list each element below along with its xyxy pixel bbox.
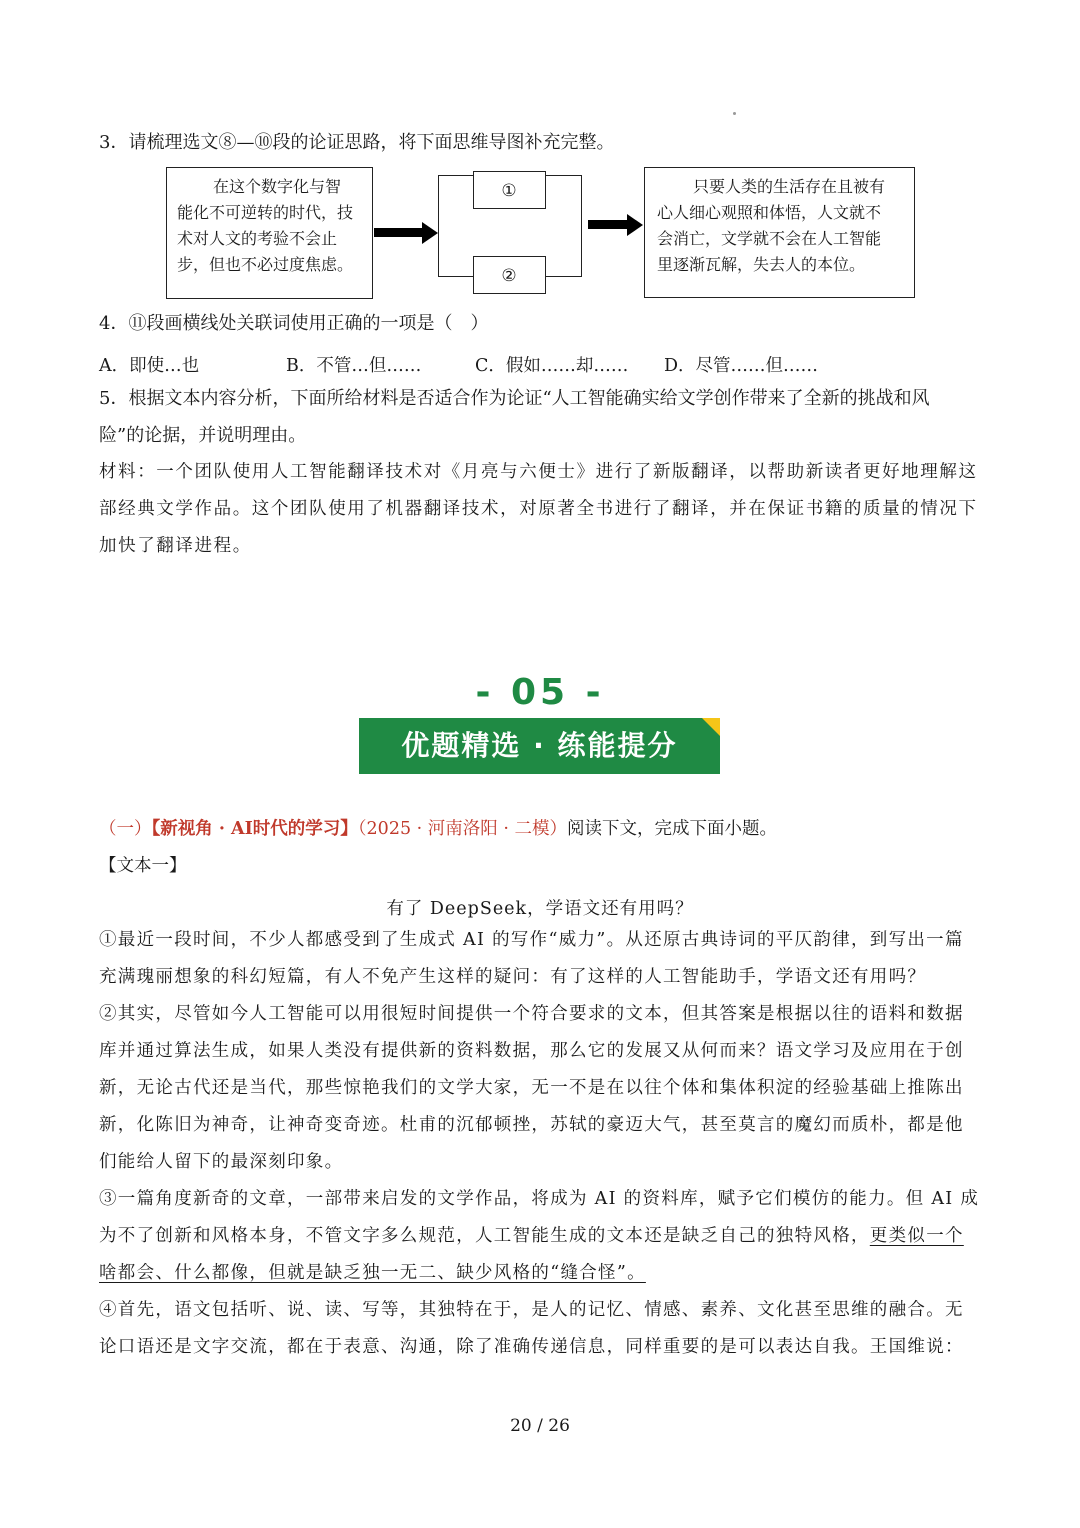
passage-instruction: 阅读下文，完成下面小题。 <box>566 819 777 839</box>
mindmap-left-line: 能化不可逆转的时代，技 <box>177 203 354 222</box>
paragraph-line: 充满瑰丽想象的科幻短篇，有人不免产生这样的疑问：有了这样的人工智能助手，学语文还有用吗？ <box>99 967 927 987</box>
bracket-right <box>545 175 582 277</box>
section-banner-text: 优题精选 · 练能提分 <box>401 729 678 762</box>
option-c: C．假如……却…… <box>475 356 629 376</box>
passage-prefix: （一） <box>99 819 152 839</box>
mindmap-right-line: 只要人类的生活存在且被有 <box>693 177 886 196</box>
question-4: 4．⑪段画横线处关联词使用正确的一项是（ ） <box>99 313 489 334</box>
paragraph-segment: 为不了创新和风格本身，不管文字多么规范，人工智能生成的文本还是缺乏自己的独特风格， <box>99 1226 870 1246</box>
arrow-right-head <box>627 214 643 236</box>
paragraph-line: 们能给人留下的最深刻印象。 <box>99 1152 344 1172</box>
paragraph-line: 新，无论古代还是当代，那些惊艳我们的文学大家，无一不是在以往个体和集体积淀的经验基础上推陈出 <box>99 1078 964 1098</box>
option-b: B．不管…但…… <box>286 356 422 376</box>
arrow-left <box>374 228 422 237</box>
blank-box-2 <box>473 256 546 294</box>
paragraph-line: 库并通过算法生成，如果人类没有提供新的资料数据，那么它的发展又从何而来？语文学习及应用在于创 <box>99 1041 964 1061</box>
text-label: 【文本一】 <box>99 856 187 876</box>
page-number: 20 / 26 <box>510 1416 570 1436</box>
option-a: A．即使…也 <box>99 356 200 376</box>
material-line: 部经典文学作品。这个团队使用了机器翻译技术，对原著全书进行了翻译，并在保证书籍的质量的情况下 <box>99 499 978 519</box>
arrow-right <box>588 220 628 229</box>
mindmap-right-line: 心人细心观照和体悟，人文就不 <box>657 203 882 222</box>
question-5-line2: 险”的论据，并说明理由。 <box>99 425 307 446</box>
blank-2-label: ② <box>501 266 517 286</box>
section-banner <box>359 718 720 774</box>
question-5-line1: 5．根据文本内容分析，下面所给材料是否适合作为论证“人工智能确实给文学创作带来了全新的挑战和风 <box>99 388 930 409</box>
section-number: - 05 - <box>475 672 605 713</box>
mindmap-left-line: 在这个数字化与智 <box>213 177 342 196</box>
option-d: D．尽管……但…… <box>664 356 819 376</box>
material-line: 材料：一个团队使用人工智能翻译技术对《月亮与六便士》进行了新版翻译，以帮助新读者更好地理解这 <box>99 462 978 482</box>
banner-corner-decoration <box>702 718 720 736</box>
mindmap-right-line: 里逐渐瓦解，失去人的本位。 <box>657 255 866 274</box>
passage-header <box>99 821 777 839</box>
paragraph-line: ③一篇角度新奇的文章，一部带来启发的文学作品，将成为 AI 的资料库，赋予它们模仿的能力。但 AI 成 <box>99 1189 980 1209</box>
mindmap-left-box <box>166 167 373 299</box>
speck <box>733 112 736 115</box>
paragraph-line: 论口语还是文字交流，都在于表意、沟通，除了准确传递信息，同样重要的是可以表达自我。王国维说： <box>99 1337 964 1357</box>
passage-tag: 【新视角 · AI时代的学习】 <box>151 819 358 839</box>
article-title: 有了 DeepSeek，学语文还有用吗？ <box>386 899 694 919</box>
paragraph-line <box>99 1228 964 1246</box>
blank-box-1 <box>473 171 546 209</box>
mindmap-left-line: 步，但也不必过度焦虑。 <box>177 255 354 274</box>
mindmap-right-box <box>644 167 915 298</box>
arrow-left-head <box>422 222 438 244</box>
question-3: 3．请梳理选文⑧—⑩段的论证思路，将下面思维导图补充完整。 <box>99 132 615 153</box>
paragraph-line: 新，化陈旧为神奇，让神奇变奇迹。杜甫的沉郁顿挫，苏轼的豪迈大气，甚至莫言的魔幻而质朴，都是他 <box>99 1115 964 1135</box>
material-line: 加快了翻译进程。 <box>99 536 252 556</box>
paragraph-line: ①最近一段时间，不少人都感受到了生成式 AI 的写作“威力”。从还原古典诗词的平仄韵律，到写出一篇 <box>99 930 964 950</box>
blank-1-label: ① <box>501 181 517 201</box>
mindmap-right-line: 会消亡，文学就不会在人工智能 <box>657 229 882 248</box>
underlined-phrase: 更类似一个 <box>869 1226 964 1246</box>
bracket-left <box>438 175 475 277</box>
paragraph-line: ②其实，尽管如今人工智能可以用很短时间提供一个符合要求的文本，但其答案是根据以往的语料和数据 <box>99 1004 964 1024</box>
paragraph-line: ④首先，语文包括听、说、读、写等，其独特在于，是人的记忆、情感、素养、文化甚至思维的融合。无 <box>99 1300 964 1320</box>
underlined-line: 啥都会、什么都像，但就是缺乏独一无二、缺少风格的“缝合怪”。 <box>99 1263 646 1283</box>
passage-source: （2025 · 河南洛阳 · 二模） <box>357 819 567 839</box>
mindmap-left-line: 术对人文的考验不会止 <box>177 229 338 248</box>
